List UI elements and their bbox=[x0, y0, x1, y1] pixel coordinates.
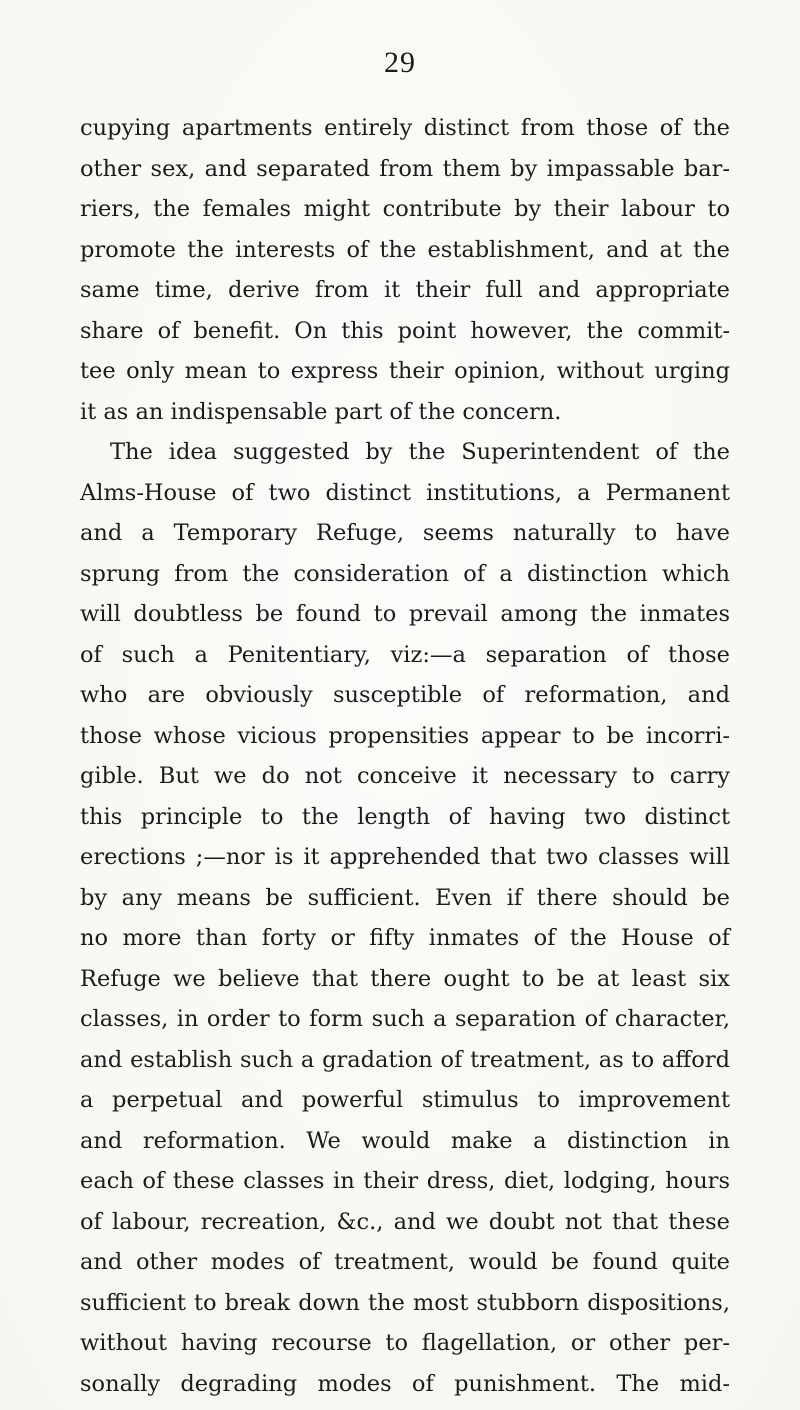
text-line: sprung from the consideration of a distinction which bbox=[80, 560, 730, 587]
text-line: The idea suggested by the Superintendent of the bbox=[110, 439, 730, 465]
text-line: other sex, and separated from them by impassable bar- bbox=[80, 155, 730, 182]
text-line: will doubtless be found to prevail among the inmates bbox=[80, 601, 730, 627]
text-line: who are obviously susceptible of reformation, and bbox=[80, 682, 730, 708]
text-line: and establish such a gradation of treatment, as to afford bbox=[80, 1046, 730, 1073]
text-line: promote the interests of the establishment, and at the bbox=[80, 236, 730, 263]
text-line: and a Temporary Refuge, seems naturally to have bbox=[80, 520, 730, 546]
text-line: each of these classes in their dress, diet, lodging, hours bbox=[80, 1168, 730, 1194]
text-line: Alms-House of two distinct institutions, a Permanent bbox=[80, 479, 730, 506]
text-line: classes, in order to form such a separation of character, bbox=[80, 1006, 730, 1032]
page-number: 29 bbox=[384, 46, 416, 79]
text-line: a perpetual and powerful stimulus to improvement bbox=[80, 1087, 730, 1113]
text-line: this principle to the length of having two distinct bbox=[80, 803, 730, 830]
text-line: gible. But we do not conceive it necessary to carry bbox=[80, 763, 730, 789]
text-line: it as an indispensable part of the concern. bbox=[80, 398, 562, 425]
text-line: cupying apartments entirely distinct from those of the bbox=[80, 115, 730, 141]
text-line: no more than forty or fifty inmates of the House of bbox=[80, 925, 730, 951]
text-line: of labour, recreation, &c., and we doubt not that these bbox=[80, 1208, 730, 1235]
text-line: by any means be sufficient. Even if there should be bbox=[80, 884, 730, 911]
text-line: share of benefit. On this point however, the commit- bbox=[80, 317, 730, 344]
text-line: tee only mean to express their opinion, without urging bbox=[80, 358, 730, 384]
text-line: and reformation. We would make a distinction in bbox=[80, 1127, 730, 1154]
text-line: those whose vicious propensities appear to be incorri- bbox=[80, 722, 730, 749]
text-line: without having recourse to flagellation, or other per- bbox=[80, 1330, 730, 1356]
text-line: sufficient to break down the most stubborn dispositions, bbox=[80, 1289, 730, 1316]
text-line: sonally degrading modes of punishment. The mid- bbox=[80, 1370, 730, 1397]
text-line: of such a Penitentiary, viz:—a separation of those bbox=[80, 641, 730, 668]
text-line: riers, the females might contribute by their labour to bbox=[80, 196, 730, 222]
text-line: Refuge we believe that there ought to be at least six bbox=[80, 965, 730, 992]
text-line: same time, derive from it their full and appropriate bbox=[80, 277, 730, 303]
body-text bbox=[80, 108, 730, 1404]
text-line: and other modes of treatment, would be found quite bbox=[80, 1249, 730, 1275]
text-line: erections ;—nor is it apprehended that two classes will bbox=[80, 844, 730, 870]
